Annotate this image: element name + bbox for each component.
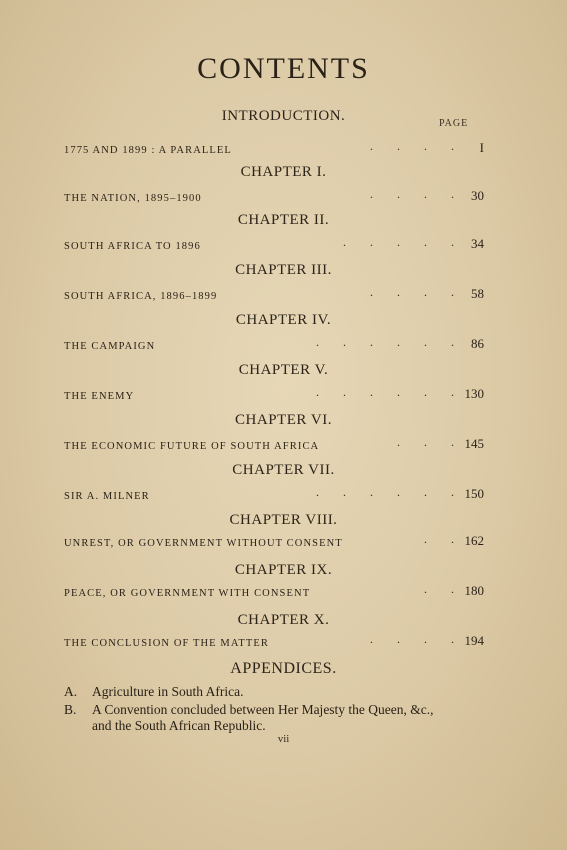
toc-section-chapter-3 — [0, 262, 567, 279]
section-heading: CHAPTER V. — [238, 362, 329, 378]
dot-leader: . . — [424, 532, 454, 546]
toc-entry — [64, 236, 484, 252]
entry-title: SOUTH AFRICA TO 1896 — [64, 241, 201, 252]
page-column-label: PAGE — [439, 118, 469, 129]
appendix-letter: A. — [64, 684, 78, 699]
dot-leader: . . . . — [370, 285, 454, 299]
entry-title: THE ECONOMIC FUTURE OF SOUTH AFRICA — [64, 441, 320, 452]
appendix-text: A Convention concluded between Her Majesty the Queen, &c., — [92, 702, 434, 717]
entry-page-number: 162 — [464, 533, 484, 548]
section-heading: CHAPTER III. — [235, 262, 332, 278]
toc-section-chapter-9 — [0, 562, 567, 579]
appendix-letter: B. — [64, 702, 77, 717]
toc-entry — [64, 633, 484, 649]
toc-entry — [64, 336, 484, 352]
entry-page-number: 145 — [464, 436, 484, 451]
dot-leader: . . . . . . — [316, 335, 454, 349]
appendix-item — [64, 702, 504, 734]
toc-section-chapter-2 — [0, 212, 567, 229]
entry-title: SIR A. MILNER — [64, 491, 150, 502]
section-heading: CHAPTER VIII. — [229, 512, 338, 528]
entry-title: THE ENEMY — [64, 391, 135, 402]
entry-title: THE NATION, 1895–1900 — [64, 193, 202, 204]
section-heading: CHAPTER VI. — [235, 412, 332, 428]
appendix-item — [64, 684, 504, 700]
dot-leader: . . . . . — [343, 235, 454, 249]
section-heading: CHAPTER VII. — [232, 462, 335, 478]
appendix-text-continued: and the South African Republic. — [92, 718, 266, 733]
toc-section-chapter-6 — [0, 412, 567, 429]
entry-page-number: 194 — [464, 633, 484, 648]
entry-page-number: 130 — [464, 386, 484, 401]
dot-leader: . . . . — [370, 187, 454, 201]
section-heading: CHAPTER IX. — [234, 562, 333, 578]
page-folio: vii — [277, 733, 290, 745]
dot-leader: . . . . . . — [316, 485, 454, 499]
toc-entry — [64, 583, 484, 599]
dot-leader: . . . . . . — [316, 385, 454, 399]
toc-section-chapter-4 — [0, 312, 567, 329]
entry-page-number: I — [479, 140, 484, 155]
toc-entry — [64, 533, 484, 549]
section-heading: CHAPTER I. — [240, 164, 327, 180]
section-heading: INTRODUCTION. — [221, 108, 346, 124]
dot-leader: . . — [424, 582, 454, 596]
section-heading: CHAPTER II. — [237, 212, 330, 228]
entry-page-number: 180 — [464, 583, 484, 598]
dot-leader: . . . — [397, 435, 454, 449]
toc-section-chapter-10 — [0, 612, 567, 629]
toc-section-chapter-7 — [0, 462, 567, 479]
toc-entry — [64, 486, 484, 502]
dot-leader: . . . . — [370, 139, 454, 153]
toc-section-introduction — [0, 108, 567, 125]
entry-page-number: 58 — [471, 286, 484, 301]
toc-section-chapter-5 — [0, 362, 567, 379]
entry-title: PEACE, OR GOVERNMENT WITH CONSENT — [64, 588, 311, 599]
entry-page-number: 150 — [464, 486, 484, 501]
appendix-text: Agriculture in South Africa. — [92, 684, 244, 699]
entry-page-number: 86 — [471, 336, 484, 351]
toc-entry — [64, 140, 484, 156]
entry-page-number: 34 — [471, 236, 484, 251]
entry-title: SOUTH AFRICA, 1896–1899 — [64, 291, 218, 302]
toc-entry — [64, 386, 484, 402]
toc-section-chapter-1 — [0, 164, 567, 181]
appendices-heading: APPENDICES. — [230, 660, 337, 677]
toc-entry — [64, 286, 484, 302]
entry-title: THE CAMPAIGN — [64, 341, 156, 352]
entry-title: 1775 AND 1899 : A PARALLEL — [64, 145, 232, 156]
entry-title: UNREST, OR GOVERNMENT WITHOUT CONSENT — [64, 538, 343, 549]
toc-section-chapter-8 — [0, 512, 567, 529]
page-title: CONTENTS — [197, 52, 370, 85]
toc-entry — [64, 436, 484, 452]
toc-entry — [64, 188, 484, 204]
section-heading: CHAPTER X. — [237, 612, 330, 628]
entry-title: THE CONCLUSION OF THE MATTER — [64, 638, 270, 649]
dot-leader: . . . . — [370, 632, 454, 646]
entry-page-number: 30 — [471, 188, 484, 203]
section-heading: CHAPTER IV. — [235, 312, 332, 328]
